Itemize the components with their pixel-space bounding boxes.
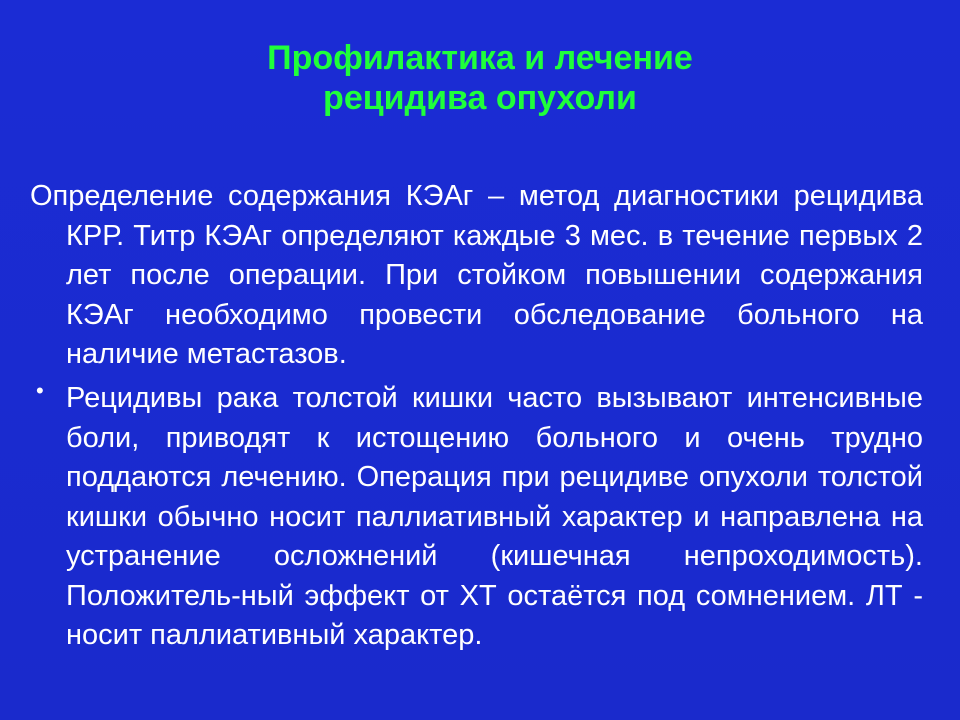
bullet-marker: • xyxy=(36,378,44,403)
paragraph-recurrence-treatment: Рецидивы рака толстой кишки часто вызывают интенсивные боли, приводят к истощению больного и очень трудно поддаются лечению. Операция при рецидиве опухоли толстой кишки обычно носит паллиативный характер и направлена на устранение осложнений (кишечная непроходимость). Положитель-ный эффект от ХТ остаётся под сомнением. ЛТ - носит паллиативный характер. xyxy=(66,382,923,651)
slide-title xyxy=(0,38,960,118)
slide-title-line-1: Профилактика и лечение xyxy=(267,39,693,77)
slide-title-line-2: рецидива опухоли xyxy=(323,79,637,117)
paragraph-cea-diagnostics: Определение содержания КЭАг – метод диагностики рецидива КРР. Титр КЭАг определяют каждые 3 мес. в течение первых 2 лет после операции. При стойком повышении содержания КЭАг необходимо провести обследование больного на наличие метастазов. xyxy=(30,180,923,370)
